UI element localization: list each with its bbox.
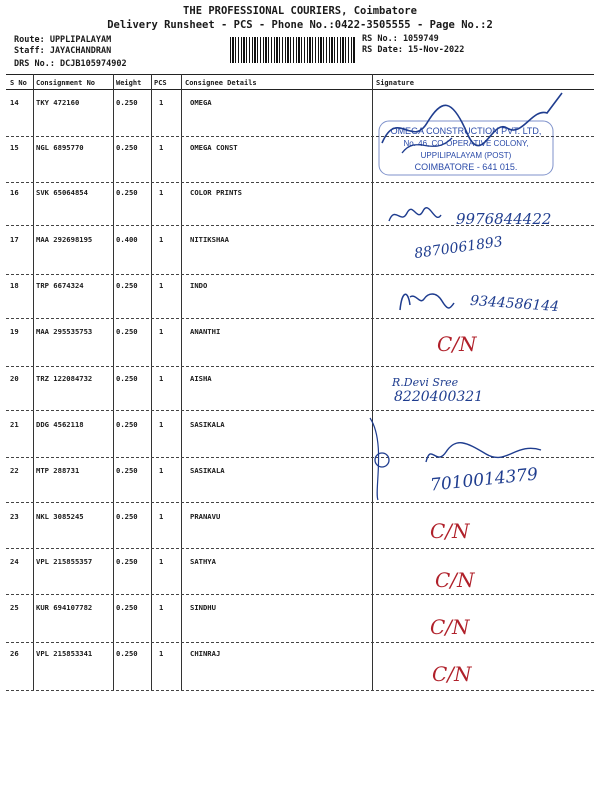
row-separator (6, 318, 594, 319)
row-consignee: CHINRAJ (190, 649, 221, 658)
runsheet-subtitle: Delivery Runsheet - PCS - Phone No.:0422-3505555 - Page No.:2 (107, 19, 493, 31)
stamp-line-1: OMEGA CONSTRUCTION PVT. LTD, (390, 126, 542, 136)
row-pcs: 1 (159, 557, 164, 566)
row-sno: 24 (10, 557, 19, 566)
row-consignment: TKY 472160 (36, 98, 80, 107)
col-header-signature: Signature (376, 79, 414, 87)
row-sno: 21 (10, 420, 19, 429)
stamp-line-4: COIMBATORE - 641 015. (414, 162, 518, 172)
row-consignee: OMEGA (190, 98, 212, 107)
row-weight: 0.250 (116, 188, 138, 197)
row-consignment: VPL 215853341 (36, 649, 93, 658)
row-sno: 26 (10, 649, 19, 658)
row-consignee: SASIKALA (190, 466, 225, 475)
route-label: Route: UPPLIPALAYAM (14, 35, 112, 45)
row-consignee: OMEGA CONST (190, 143, 238, 152)
handwritten-cn-mark: C/N (430, 615, 470, 639)
staff-label: Staff: JAYACHANDRAN (14, 46, 112, 56)
row-sno: 22 (10, 466, 19, 475)
row-weight: 0.250 (116, 327, 138, 336)
row-consignee: COLOR PRINTS (190, 188, 242, 197)
row-sno: 23 (10, 512, 19, 521)
handwritten-phone: 9344586144 (469, 292, 560, 316)
rs-number: RS No.: 1059749 (362, 34, 439, 44)
drs-number: DRS No.: DCJB105974902 (14, 59, 127, 69)
col-header-consignment: Consignment No (36, 79, 96, 87)
row-pcs: 1 (159, 466, 164, 475)
column-divider (33, 74, 34, 691)
row-consignment: MTP 288731 (36, 466, 80, 475)
row-consignee: ANANTHI (190, 327, 221, 336)
stamp-line-3: UPPILIPALAYAM (POST) (420, 151, 512, 160)
signature-scribble (385, 203, 445, 229)
handwritten-phone: 8220400321 (394, 389, 484, 405)
row-separator (6, 274, 594, 275)
row-pcs: 1 (159, 188, 164, 197)
row-separator (6, 642, 594, 643)
row-consignment: NGL 6895770 (36, 143, 84, 152)
row-pcs: 1 (159, 235, 164, 244)
row-weight: 0.250 (116, 281, 138, 290)
row-pcs: 1 (159, 649, 164, 658)
row-sno: 16 (10, 188, 19, 197)
row-consignee: AISHA (190, 374, 212, 383)
row-sno: 15 (10, 143, 19, 152)
row-weight: 0.250 (116, 420, 138, 429)
row-weight: 0.250 (116, 603, 138, 612)
handwritten-cn-mark: C/N (435, 568, 475, 592)
row-consignee: INDO (190, 281, 208, 290)
column-divider (372, 74, 373, 691)
row-weight: 0.250 (116, 557, 138, 566)
handwritten-cn-mark: C/N (437, 332, 477, 356)
row-consignment: DDG 4562118 (36, 420, 84, 429)
row-pcs: 1 (159, 374, 164, 383)
row-consignment: MAA 295535753 (36, 327, 93, 336)
handwritten-phone: 9976844422 (456, 210, 552, 228)
row-sno: 20 (10, 374, 19, 383)
row-weight: 0.250 (116, 512, 138, 521)
row-consignment: NKL 3085245 (36, 512, 84, 521)
row-pcs: 1 (159, 603, 164, 612)
row-weight: 0.250 (116, 466, 138, 475)
row-sno: 17 (10, 235, 19, 244)
row-consignment: TRZ 122084732 (36, 374, 93, 383)
row-sno: 25 (10, 603, 19, 612)
row-pcs: 1 (159, 143, 164, 152)
row-weight: 0.250 (116, 98, 138, 107)
row-consignee: PRANAVU (190, 512, 221, 521)
row-sno: 19 (10, 327, 19, 336)
row-sno: 18 (10, 281, 19, 290)
rs-date: RS Date: 15-Nov-2022 (362, 45, 465, 55)
handwritten-name: R.Devi Sree (392, 376, 459, 389)
col-header-sno: S No (10, 79, 27, 87)
column-divider (113, 74, 114, 691)
row-consignee: SINDHU (190, 603, 216, 612)
handwritten-cn-mark: C/N (430, 519, 470, 543)
col-header-consignee: Consignee Details (185, 79, 257, 87)
table-top-rule (6, 74, 594, 75)
handwritten-phone: 7010014379 (429, 464, 539, 496)
row-consignee: SASIKALA (190, 420, 225, 429)
row-separator (6, 594, 594, 595)
handwritten-cn-mark: C/N (432, 662, 472, 686)
row-separator (6, 182, 594, 183)
row-separator (6, 690, 594, 691)
row-consignment: MAA 292698195 (36, 235, 93, 244)
handwritten-phone: 8870061893 (413, 233, 504, 263)
column-divider (151, 74, 152, 691)
row-pcs: 1 (159, 98, 164, 107)
column-divider (181, 74, 182, 691)
row-weight: 0.250 (116, 649, 138, 658)
row-sno: 14 (10, 98, 19, 107)
col-header-pcs: PCS (154, 79, 167, 87)
row-weight: 0.400 (116, 235, 138, 244)
signature-scribble (372, 88, 572, 158)
row-pcs: 1 (159, 512, 164, 521)
row-separator (6, 502, 594, 503)
barcode-image (230, 37, 355, 63)
row-consignment: KUR 694107782 (36, 603, 93, 612)
col-header-weight: Weight (116, 79, 142, 87)
row-consignee: SATHYA (190, 557, 216, 566)
row-separator (6, 548, 594, 549)
row-consignment: TRP 6674324 (36, 281, 84, 290)
row-separator (6, 410, 594, 411)
row-pcs: 1 (159, 281, 164, 290)
row-consignee: NITIKSHAA (190, 235, 229, 244)
row-pcs: 1 (159, 327, 164, 336)
row-weight: 0.250 (116, 374, 138, 383)
stamp-line-2: No. 46, CO-OPERATIVE COLONY, (403, 139, 529, 148)
signature-scribble (396, 285, 456, 315)
company-title: THE PROFESSIONAL COURIERS, Coimbatore (183, 5, 417, 17)
row-pcs: 1 (159, 420, 164, 429)
row-separator (6, 366, 594, 367)
row-weight: 0.250 (116, 143, 138, 152)
row-consignment: SVK 65064854 (36, 188, 88, 197)
row-consignment: VPL 215855357 (36, 557, 93, 566)
